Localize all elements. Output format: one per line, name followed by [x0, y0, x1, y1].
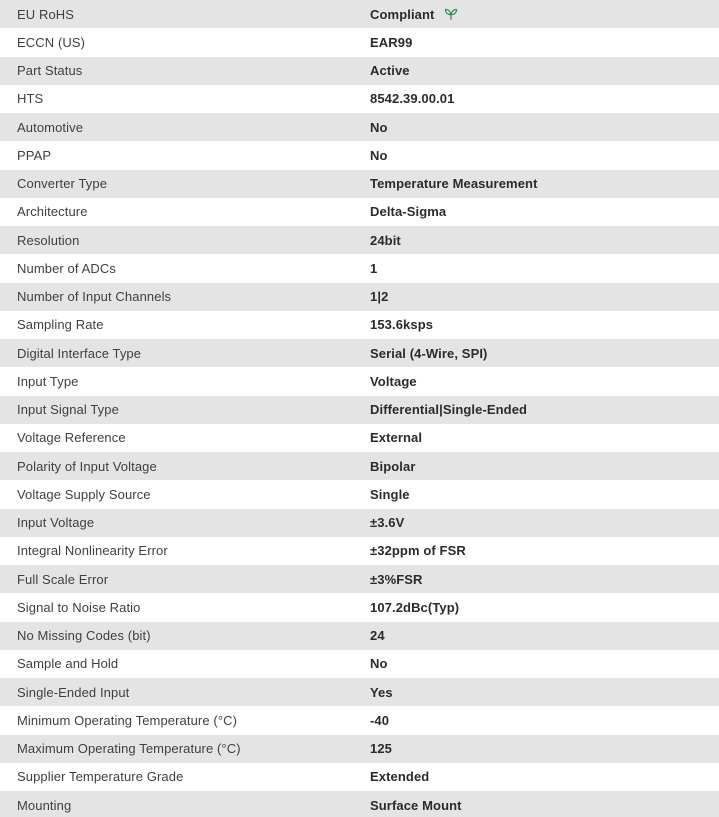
- table-row: [0, 509, 719, 537]
- spec-attribute-label: Voltage Reference: [17, 430, 126, 446]
- spec-value-cell: [370, 317, 719, 332]
- spec-value-cell: [370, 35, 719, 50]
- spec-value-cell: [370, 459, 719, 474]
- spec-attribute-label: Input Type: [17, 373, 79, 389]
- spec-value-text: 24: [370, 628, 385, 644]
- table-row: [0, 763, 719, 791]
- table-row: [0, 198, 719, 226]
- spec-attribute-label: Single-Ended Input: [17, 684, 130, 700]
- spec-value-cell: [370, 430, 719, 445]
- spec-attribute-label: PPAP: [17, 147, 52, 163]
- table-row: [0, 706, 719, 734]
- spec-value-text: 1|2: [370, 289, 389, 305]
- table-row: [0, 622, 719, 650]
- spec-attribute-label: Automotive: [17, 119, 84, 135]
- spec-value-text: Extended: [370, 769, 430, 785]
- spec-value-text: Temperature Measurement: [370, 176, 538, 192]
- spec-value-text: -40: [370, 712, 390, 728]
- spec-value-text: 107.2dBc(Typ): [370, 599, 460, 615]
- spec-value-text: Single: [370, 486, 410, 502]
- spec-value-cell: [370, 656, 719, 671]
- spec-attribute-label: Input Voltage: [17, 515, 95, 531]
- spec-value-cell: [370, 374, 719, 389]
- spec-value-text: Surface Mount: [370, 797, 462, 813]
- spec-value-cell: [370, 346, 719, 361]
- spec-value-cell: [370, 176, 719, 191]
- table-row: [0, 28, 719, 56]
- spec-attribute-label: Number of Input Channels: [17, 289, 172, 305]
- spec-attribute-label: Number of ADCs: [17, 260, 116, 276]
- spec-attribute-label: Resolution: [17, 232, 80, 248]
- spec-value-cell: [370, 148, 719, 163]
- table-row: [0, 85, 719, 113]
- spec-attribute-label: Digital Interface Type: [17, 345, 142, 361]
- spec-value-cell: [370, 289, 719, 304]
- spec-value-text: ±3%FSR: [370, 571, 423, 587]
- spec-value-text: 8542.39.00.01: [370, 91, 455, 107]
- spec-attribute-label: Full Scale Error: [17, 571, 109, 587]
- spec-value-text: EAR99: [370, 34, 413, 50]
- spec-value-text: External: [370, 430, 423, 446]
- spec-value-cell: [370, 628, 719, 643]
- spec-value-text: Compliant: [370, 6, 435, 22]
- spec-attribute-label: Mounting: [17, 797, 72, 813]
- spec-value-text: Yes: [370, 684, 393, 700]
- spec-value-text: Bipolar: [370, 458, 416, 474]
- spec-value-text: ±3.6V: [370, 515, 405, 531]
- table-row: [0, 678, 719, 706]
- spec-value-text: 1: [370, 260, 378, 276]
- table-row: [0, 254, 719, 282]
- spec-attribute-label: Input Signal Type: [17, 402, 119, 418]
- spec-attribute-label: EU RoHS: [17, 6, 75, 22]
- table-row: [0, 0, 719, 28]
- table-row: [0, 537, 719, 565]
- spec-value-cell: [370, 261, 719, 276]
- spec-attribute-label: No Missing Codes (bit): [17, 628, 151, 644]
- spec-attribute-label: Integral Nonlinearity Error: [17, 543, 168, 559]
- spec-value-text: Voltage: [370, 373, 417, 389]
- spec-value-cell: [370, 402, 719, 417]
- spec-value-text: ±32ppm of FSR: [370, 543, 466, 559]
- spec-value-text: 153.6ksps: [370, 317, 434, 333]
- table-row: [0, 283, 719, 311]
- rohs-compliant-link[interactable]: [443, 6, 459, 22]
- spec-attribute-label: Sample and Hold: [17, 656, 119, 672]
- spec-value-text: Serial (4-Wire, SPI): [370, 345, 488, 361]
- table-row: [0, 593, 719, 621]
- spec-attribute-label: Polarity of Input Voltage: [17, 458, 157, 474]
- spec-attribute-label: Maximum Operating Temperature (°C): [17, 741, 241, 757]
- spec-value-cell: [370, 769, 719, 784]
- table-row: [0, 367, 719, 395]
- table-row: [0, 424, 719, 452]
- spec-value-cell: [370, 543, 719, 558]
- spec-attribute-label: Architecture: [17, 204, 88, 220]
- spec-attribute-label: Supplier Temperature Grade: [17, 769, 184, 785]
- spec-value-text: Active: [370, 63, 410, 79]
- spec-value-cell: [370, 713, 719, 728]
- table-row: [0, 339, 719, 367]
- spec-value-cell: [370, 741, 719, 756]
- spec-value-cell: [370, 6, 719, 22]
- spec-value-cell: [370, 600, 719, 615]
- table-row: [0, 396, 719, 424]
- table-row: [0, 480, 719, 508]
- spec-value-cell: [370, 91, 719, 106]
- table-row: [0, 141, 719, 169]
- spec-attribute-label: ECCN (US): [17, 34, 86, 50]
- spec-attribute-label: HTS: [17, 91, 44, 107]
- spec-value-text: 24bit: [370, 232, 401, 248]
- spec-value-cell: [370, 204, 719, 219]
- spec-value-cell: [370, 487, 719, 502]
- spec-value-text: Delta-Sigma: [370, 204, 447, 220]
- spec-value-cell: [370, 515, 719, 530]
- spec-value-cell: [370, 63, 719, 78]
- spec-attribute-label: Minimum Operating Temperature (°C): [17, 712, 238, 728]
- spec-value-text: Differential|Single-Ended: [370, 402, 528, 418]
- spec-value-cell: [370, 120, 719, 135]
- table-row: [0, 735, 719, 763]
- spec-attribute-label: Sampling Rate: [17, 317, 104, 333]
- spec-value-text: No: [370, 119, 388, 135]
- spec-value-text: No: [370, 656, 388, 672]
- spec-attribute-label: Part Status: [17, 63, 83, 79]
- leaf-icon: [443, 6, 459, 22]
- table-row: [0, 170, 719, 198]
- spec-value-cell: [370, 685, 719, 700]
- spec-value-text: No: [370, 147, 388, 163]
- table-row: [0, 452, 719, 480]
- spec-value-cell: [370, 572, 719, 587]
- spec-attribute-label: Voltage Supply Source: [17, 486, 151, 502]
- table-row: [0, 791, 719, 817]
- spec-attribute-label: Converter Type: [17, 176, 108, 192]
- table-row: [0, 650, 719, 678]
- spec-value-cell: [370, 798, 719, 813]
- table-row: [0, 113, 719, 141]
- spec-value-text: 125: [370, 741, 392, 757]
- table-row: [0, 311, 719, 339]
- spec-value-cell: [370, 233, 719, 248]
- table-row: [0, 57, 719, 85]
- spec-attribute-label: Signal to Noise Ratio: [17, 599, 141, 615]
- table-row: [0, 565, 719, 593]
- table-row: [0, 226, 719, 254]
